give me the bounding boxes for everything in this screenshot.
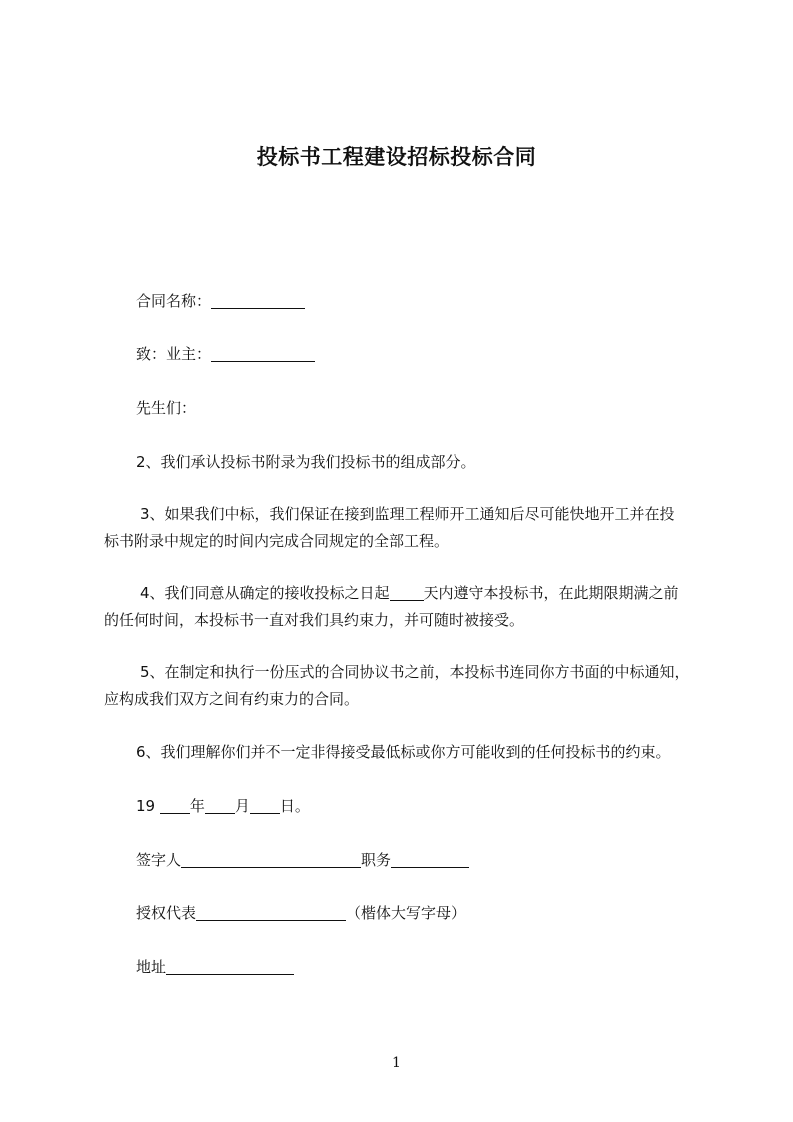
clause-6: 6、我们理解你们并不一定非得接受最低标或你方可能收到的任何投标书的约束。 — [136, 743, 671, 761]
owner-label: 致：业主： — [136, 345, 212, 363]
signer-label: 签字人 — [136, 851, 182, 869]
clause-4-line-2: 的任何时间，本投标书一直对我们具约束力，并可随时被接受。 — [104, 611, 525, 629]
position-label: 职务 — [361, 851, 392, 869]
clause-3-line-2: 标书附录中规定的时间内完成合同规定的全部工程。 — [104, 532, 450, 550]
authorized-rep-blank[interactable] — [196, 904, 346, 921]
contract-name-label: 合同名称： — [136, 292, 212, 310]
salutation: 先生们： — [136, 399, 197, 417]
clause-2: 2、我们承认投标书附录为我们投标书的组成部分。 — [136, 453, 476, 471]
year-blank[interactable] — [160, 797, 190, 814]
day-blank[interactable] — [250, 797, 280, 814]
date-year-label: 年 — [189, 797, 205, 815]
date-day-label: 日。 — [279, 797, 310, 815]
signer-blank[interactable] — [181, 851, 361, 868]
authorized-rep-label: 授权代表 — [136, 904, 197, 922]
signer-line — [104, 845, 716, 875]
clause-5-line-1: 5、在制定和执行一份压式的合同协议书之前，本投标书连同你方书面的中标通知， — [140, 663, 690, 681]
clause-4-part-2: 天内遵守本投标书，在此期限期满之前 — [423, 584, 679, 602]
date-prefix: 19 — [136, 797, 156, 815]
page-number: 1 — [392, 1055, 401, 1071]
address-line — [104, 952, 716, 982]
clause-5-line-2: 应构成我们双方之间有约束力的合同。 — [104, 690, 360, 708]
authorized-rep-note: （楷体大写字母） — [346, 904, 467, 922]
contract-name-line — [104, 286, 716, 316]
address-blank[interactable] — [166, 958, 294, 975]
date-line — [104, 791, 716, 821]
position-blank[interactable] — [391, 851, 469, 868]
address-label: 地址 — [136, 958, 167, 976]
authorized-rep-line — [104, 898, 716, 928]
month-blank[interactable] — [205, 797, 235, 814]
clause-4-part-1: 4、我们同意从确定的接收投标之日起 — [140, 584, 390, 602]
clause-3-line-1: 3、如果我们中标，我们保证在接到监理工程师开工通知后尽可能快地开工并在投 — [140, 505, 675, 523]
page-title: 投标书工程建设招标投标合同 — [256, 145, 537, 169]
clause-4-line-1 — [104, 578, 716, 608]
owner-blank[interactable] — [211, 345, 315, 362]
contract-name-blank[interactable] — [211, 292, 305, 309]
days-blank[interactable] — [390, 584, 424, 601]
owner-line — [104, 339, 716, 369]
date-month-label: 月 — [234, 797, 250, 815]
